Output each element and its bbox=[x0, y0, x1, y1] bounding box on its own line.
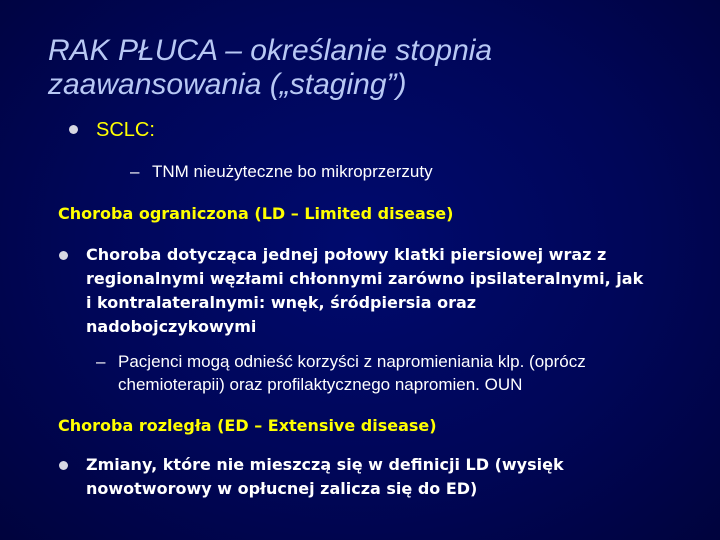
ld-bullet-line: Choroba dotycząca jednej połowy klatki piersiowej wraz z bbox=[86, 245, 607, 264]
ed-bullet-line: Zmiany, które nie mieszczą się w definicji LD (wysięk bbox=[86, 455, 564, 474]
ed-bullet-text bbox=[86, 453, 564, 501]
ld-heading: Choroba ograniczona (LD – Limited disease) bbox=[58, 204, 454, 223]
ed-bullet-line: nowotworowy w opłucnej zalicza się do ED) bbox=[86, 479, 478, 498]
ld-bullet-line: nadobojczykowymi bbox=[86, 317, 257, 336]
dash-glyph: – bbox=[130, 162, 140, 181]
bullet-dot-icon bbox=[59, 461, 68, 470]
ld-bullet-line: regionalnymi węzłami chłonnymi zarówno ipsilateralnymi, jak bbox=[86, 269, 644, 288]
bullet-dot-icon bbox=[59, 251, 68, 260]
ed-heading: Choroba rozległa (ED – Extensive disease) bbox=[58, 416, 437, 435]
ld-subpoint-line: chemioterapii) oraz profilaktycznego napromien. OUN bbox=[118, 375, 523, 394]
title-line-1: RAK PŁUCA – określanie stopnia bbox=[48, 34, 493, 67]
slide-title bbox=[48, 34, 688, 102]
bullet-dot-icon bbox=[69, 125, 78, 134]
ld-bullet-text bbox=[86, 243, 643, 339]
ld-bullet-line: i kontralateralnymi: wnęk, śródpiersia oraz bbox=[86, 293, 477, 312]
sclc-subpoint-text: TNM nieużyteczne bo mikroprzerzuty bbox=[152, 162, 433, 181]
ld-subpoint bbox=[96, 350, 586, 396]
sclc-label: SCLC: bbox=[96, 119, 155, 141]
title-line-2: zaawansowania („staging”) bbox=[48, 68, 407, 101]
sclc-subpoint bbox=[130, 160, 433, 183]
dash-glyph: – bbox=[96, 352, 106, 371]
ld-subpoint-line: Pacjenci mogą odnieść korzyści z napromieniania klp. (oprócz bbox=[118, 352, 586, 371]
